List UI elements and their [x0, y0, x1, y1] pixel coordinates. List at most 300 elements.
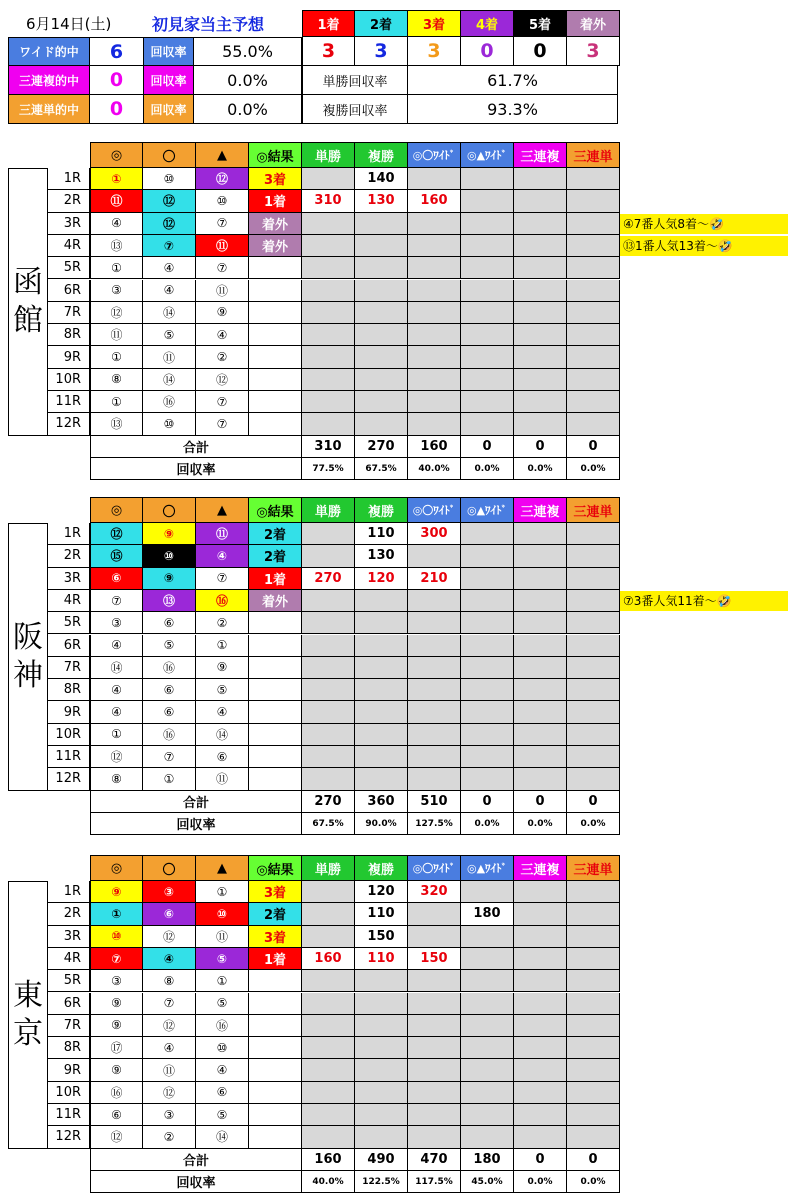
race-number: 2R [48, 545, 90, 567]
pick-1: ⑨ [143, 523, 196, 545]
payout-s3 [514, 590, 567, 612]
payout-w1 [408, 903, 461, 925]
race-result: 2着 [249, 545, 302, 567]
rate-value: 67.5% [355, 458, 408, 480]
pick-2: ④ [196, 324, 249, 346]
race-result [249, 369, 302, 391]
payout-w2 [461, 612, 514, 634]
pick-1: ⑥ [143, 679, 196, 701]
race-number: 10R [48, 724, 90, 746]
stat-count-1: 0 [90, 66, 144, 95]
pick-0: ④ [90, 213, 143, 235]
pick-0: ⑭ [90, 657, 143, 679]
payout-s3 [514, 701, 567, 723]
pick-1: ⑦ [143, 746, 196, 768]
race-number: 9R [48, 1059, 90, 1081]
col-header-7: ◎▲ﾜｲﾄﾞ [461, 142, 514, 168]
payout-s1 [567, 701, 620, 723]
payout-t [302, 168, 355, 190]
col-header-2: ▲ [196, 142, 249, 168]
sheet-title: 初見家当主予想 [152, 15, 265, 34]
payout-w2 [461, 1082, 514, 1104]
payout-s3 [514, 568, 567, 590]
payout-w1 [408, 1015, 461, 1037]
payout-w1 [408, 1126, 461, 1148]
pick-1: ⑧ [143, 970, 196, 992]
stat-label-2: 三連単的中 [8, 95, 90, 124]
col-header-9: 三連単 [567, 497, 620, 523]
payout-s3 [514, 302, 567, 324]
total-value: 0 [567, 436, 620, 458]
payout-w2 [461, 635, 514, 657]
venue-label [8, 168, 48, 436]
race-result [249, 701, 302, 723]
pick-0: ⑯ [90, 1082, 143, 1104]
payout-w1 [408, 679, 461, 701]
pick-2: ⑫ [196, 369, 249, 391]
race-result [249, 1126, 302, 1148]
rate-value: 90.0% [355, 813, 408, 835]
fukusho-rate: 93.3% [408, 95, 618, 124]
payout-w2 [461, 545, 514, 567]
race-result [249, 724, 302, 746]
total-value: 0 [461, 791, 514, 813]
pick-2: ④ [196, 701, 249, 723]
payout-s3 [514, 948, 567, 970]
payout-s1 [567, 993, 620, 1015]
payout-f [355, 1104, 408, 1126]
pick-2: ⑦ [196, 568, 249, 590]
pick-0: ④ [90, 635, 143, 657]
payout-w2 [461, 1059, 514, 1081]
col-header-4: 単勝 [302, 142, 355, 168]
payout-f [355, 391, 408, 413]
race-result [249, 768, 302, 790]
race-result [249, 635, 302, 657]
col-header-1: 〇 [143, 855, 196, 881]
payout-s1 [567, 280, 620, 302]
payout-t [302, 1059, 355, 1081]
pick-1: ⑥ [143, 701, 196, 723]
payout-w1 [408, 302, 461, 324]
race-number: 11R [48, 391, 90, 413]
pick-0: ⑥ [90, 1104, 143, 1126]
pick-2: ② [196, 612, 249, 634]
col-header-6: ◎〇ﾜｲﾄﾞ [408, 142, 461, 168]
payout-s1 [567, 523, 620, 545]
place-label-2: 2着 [355, 10, 408, 37]
payout-t [302, 413, 355, 435]
pick-1: ⑯ [143, 391, 196, 413]
race-number: 4R [48, 948, 90, 970]
payout-s3 [514, 280, 567, 302]
place-count-4: 0 [461, 37, 514, 66]
total-value: 0 [514, 436, 567, 458]
stat-count-2: 0 [90, 95, 144, 124]
payout-s3 [514, 213, 567, 235]
stat-rate-label-2: 回収率 [144, 95, 194, 124]
payout-t [302, 657, 355, 679]
payout-w1 [408, 701, 461, 723]
col-header-5: 複勝 [355, 855, 408, 881]
venue-char: 館 [13, 302, 43, 338]
total-value: 360 [355, 791, 408, 813]
payout-w1 [408, 657, 461, 679]
pick-0: ⑧ [90, 369, 143, 391]
payout-t [302, 635, 355, 657]
pick-1: ⑩ [143, 545, 196, 567]
race-result [249, 280, 302, 302]
pick-1: ⑥ [143, 903, 196, 925]
payout-s1 [567, 926, 620, 948]
payout-t [302, 346, 355, 368]
payout-w1 [408, 1059, 461, 1081]
payout-t [302, 926, 355, 948]
payout-w2 [461, 168, 514, 190]
pick-1: ③ [143, 881, 196, 903]
payout-s3 [514, 746, 567, 768]
payout-t [302, 523, 355, 545]
pick-0: ⑰ [90, 1037, 143, 1059]
pick-2: ⑯ [196, 1015, 249, 1037]
payout-w1 [408, 635, 461, 657]
payout-s1 [567, 545, 620, 567]
pick-1: ⑩ [143, 168, 196, 190]
pick-1: ⑫ [143, 1082, 196, 1104]
payout-w2 [461, 679, 514, 701]
payout-f: 110 [355, 948, 408, 970]
rate-value: 0.0% [514, 1171, 567, 1193]
race-result [249, 257, 302, 279]
venue-char: 京 [13, 1015, 43, 1051]
total-value: 470 [408, 1149, 461, 1171]
payout-w2 [461, 280, 514, 302]
payout-s3 [514, 657, 567, 679]
payout-w1 [408, 746, 461, 768]
rate-value: 117.5% [408, 1171, 461, 1193]
venue-label [8, 881, 48, 1149]
payout-w2 [461, 1015, 514, 1037]
total-label: 合計 [90, 1149, 302, 1171]
place-count-2: 3 [355, 37, 408, 66]
pick-1: ⑦ [143, 993, 196, 1015]
payout-w2 [461, 1104, 514, 1126]
total-value: 0 [461, 436, 514, 458]
payout-w1 [408, 168, 461, 190]
race-number: 4R [48, 590, 90, 612]
payout-f [355, 1082, 408, 1104]
pick-2: ⑩ [196, 1037, 249, 1059]
payout-s1 [567, 190, 620, 212]
payout-s3 [514, 257, 567, 279]
payout-t: 160 [302, 948, 355, 970]
payout-f [355, 679, 408, 701]
race-number: 1R [48, 168, 90, 190]
race-number: 4R [48, 235, 90, 257]
rate-value: 0.0% [567, 1171, 620, 1193]
pick-2: ④ [196, 545, 249, 567]
payout-s1 [567, 679, 620, 701]
payout-s1 [567, 568, 620, 590]
fukusho-rate-label: 複勝回収率 [302, 95, 408, 124]
payout-s3 [514, 612, 567, 634]
payout-w2: 180 [461, 903, 514, 925]
place-count-1: 3 [302, 37, 355, 66]
race-result: 3着 [249, 168, 302, 190]
race-result [249, 1059, 302, 1081]
pick-2: ① [196, 635, 249, 657]
pick-2: ④ [196, 1059, 249, 1081]
col-header-9: 三連単 [567, 142, 620, 168]
payout-w1 [408, 1082, 461, 1104]
venue-char: 函 [13, 264, 43, 300]
pick-2: ⑫ [196, 168, 249, 190]
payout-s3 [514, 346, 567, 368]
payout-f [355, 612, 408, 634]
col-header-2: ▲ [196, 855, 249, 881]
total-value: 510 [408, 791, 461, 813]
place-label-4: 4着 [461, 10, 514, 37]
pick-1: ⑭ [143, 369, 196, 391]
race-number: 11R [48, 1104, 90, 1126]
pick-1: ③ [143, 1104, 196, 1126]
payout-f [355, 302, 408, 324]
payout-s3 [514, 413, 567, 435]
race-result: 2着 [249, 523, 302, 545]
rate-label: 回収率 [90, 813, 302, 835]
pick-0: ⑦ [90, 948, 143, 970]
pick-0: ⑧ [90, 768, 143, 790]
total-value: 0 [567, 1149, 620, 1171]
race-number: 6R [48, 635, 90, 657]
pick-0: ⑨ [90, 1015, 143, 1037]
pick-0: ① [90, 391, 143, 413]
payout-w2 [461, 1037, 514, 1059]
pick-2: ⑥ [196, 746, 249, 768]
pick-1: ④ [143, 257, 196, 279]
race-result: 3着 [249, 881, 302, 903]
race-number: 3R [48, 568, 90, 590]
payout-w1: 320 [408, 881, 461, 903]
pick-2: ⑯ [196, 590, 249, 612]
payout-w2 [461, 724, 514, 746]
payout-t [302, 993, 355, 1015]
pick-2: ⑪ [196, 768, 249, 790]
pick-0: ⑪ [90, 190, 143, 212]
payout-t: 310 [302, 190, 355, 212]
race-number: 3R [48, 213, 90, 235]
payout-s1 [567, 1082, 620, 1104]
payout-w2 [461, 302, 514, 324]
payout-w1 [408, 346, 461, 368]
payout-s3 [514, 1082, 567, 1104]
payout-s3 [514, 545, 567, 567]
payout-t [302, 590, 355, 612]
pick-1: ⑫ [143, 190, 196, 212]
payout-s1 [567, 346, 620, 368]
pick-1: ⑩ [143, 413, 196, 435]
race-result: 着外 [249, 235, 302, 257]
payout-t [302, 302, 355, 324]
pick-0: ① [90, 724, 143, 746]
pick-1: ④ [143, 948, 196, 970]
payout-s1 [567, 657, 620, 679]
payout-s1 [567, 1015, 620, 1037]
pick-0: ① [90, 903, 143, 925]
payout-t [302, 257, 355, 279]
payout-w1: 160 [408, 190, 461, 212]
race-number: 8R [48, 1037, 90, 1059]
col-header-6: ◎〇ﾜｲﾄﾞ [408, 497, 461, 523]
payout-s3 [514, 391, 567, 413]
payout-w1 [408, 590, 461, 612]
payout-t [302, 746, 355, 768]
race-result: 2着 [249, 903, 302, 925]
payout-f: 130 [355, 545, 408, 567]
race-result [249, 993, 302, 1015]
payout-s3 [514, 768, 567, 790]
race-number: 6R [48, 280, 90, 302]
race-result [249, 970, 302, 992]
pick-0: ⑩ [90, 926, 143, 948]
payout-f [355, 768, 408, 790]
payout-w1 [408, 926, 461, 948]
race-number: 5R [48, 612, 90, 634]
payout-t [302, 724, 355, 746]
payout-f [355, 746, 408, 768]
payout-w1 [408, 391, 461, 413]
payout-w2 [461, 590, 514, 612]
total-value: 0 [567, 791, 620, 813]
payout-w1: 300 [408, 523, 461, 545]
payout-s3 [514, 1037, 567, 1059]
pick-2: ⑤ [196, 993, 249, 1015]
pick-1: ⑯ [143, 657, 196, 679]
pick-2: ⑨ [196, 657, 249, 679]
payout-t [302, 970, 355, 992]
pick-2: ① [196, 881, 249, 903]
payout-w2 [461, 413, 514, 435]
payout-w2 [461, 970, 514, 992]
payout-s3 [514, 926, 567, 948]
col-header-9: 三連単 [567, 855, 620, 881]
payout-f [355, 369, 408, 391]
col-header-8: 三連複 [514, 142, 567, 168]
payout-s3 [514, 324, 567, 346]
place-label-6: 着外 [567, 10, 620, 37]
rate-label: 回収率 [90, 458, 302, 480]
pick-0: ⑨ [90, 993, 143, 1015]
col-header-0: ◎ [90, 855, 143, 881]
race-result: 1着 [249, 948, 302, 970]
payout-f [355, 257, 408, 279]
payout-f [355, 635, 408, 657]
payout-s1 [567, 590, 620, 612]
stat-label-0: ワイド的中 [8, 37, 90, 66]
payout-t [302, 1037, 355, 1059]
payout-t [302, 324, 355, 346]
rate-value: 127.5% [408, 813, 461, 835]
date-label: 6月14日(土) [26, 15, 112, 33]
payout-w1 [408, 257, 461, 279]
race-number: 2R [48, 190, 90, 212]
payout-t [302, 280, 355, 302]
stat-count-0: 6 [90, 37, 144, 66]
payout-s3 [514, 235, 567, 257]
payout-w1 [408, 1104, 461, 1126]
payout-t [302, 903, 355, 925]
payout-s3 [514, 369, 567, 391]
col-header-6: ◎〇ﾜｲﾄﾞ [408, 855, 461, 881]
pick-0: ⑫ [90, 746, 143, 768]
pick-1: ⑥ [143, 612, 196, 634]
payout-w1 [408, 545, 461, 567]
race-result [249, 324, 302, 346]
pick-0: ⑫ [90, 302, 143, 324]
payout-s1 [567, 1037, 620, 1059]
payout-s3 [514, 724, 567, 746]
race-number: 5R [48, 970, 90, 992]
pick-1: ⑪ [143, 1059, 196, 1081]
payout-f [355, 346, 408, 368]
pick-2: ⑤ [196, 679, 249, 701]
venue-char: 東 [13, 977, 43, 1013]
pick-2: ⑩ [196, 190, 249, 212]
payout-w2 [461, 1126, 514, 1148]
pick-1: ⑭ [143, 302, 196, 324]
pick-0: ⑨ [90, 881, 143, 903]
payout-w2 [461, 346, 514, 368]
payout-s1 [567, 948, 620, 970]
total-value: 270 [355, 436, 408, 458]
pick-0: ⑥ [90, 568, 143, 590]
payout-w2 [461, 701, 514, 723]
race-number: 1R [48, 523, 90, 545]
payout-s3 [514, 881, 567, 903]
payout-w2 [461, 657, 514, 679]
payout-t [302, 235, 355, 257]
rate-value: 40.0% [302, 1171, 355, 1193]
comment-note: ⑬1番人気13着〜🤣 [620, 236, 788, 256]
race-number: 9R [48, 701, 90, 723]
col-header-1: 〇 [143, 142, 196, 168]
pick-2: ② [196, 346, 249, 368]
pick-0: ① [90, 346, 143, 368]
payout-s1 [567, 635, 620, 657]
payout-w2 [461, 746, 514, 768]
payout-w2 [461, 324, 514, 346]
race-result [249, 679, 302, 701]
col-header-3: ◎結果 [249, 497, 302, 523]
pick-2: ⑤ [196, 1104, 249, 1126]
payout-f [355, 993, 408, 1015]
total-value: 0 [514, 791, 567, 813]
payout-s1 [567, 881, 620, 903]
race-number: 5R [48, 257, 90, 279]
rate-value: 0.0% [461, 458, 514, 480]
race-result [249, 612, 302, 634]
payout-s1 [567, 970, 620, 992]
rate-value: 0.0% [567, 458, 620, 480]
payout-s3 [514, 1059, 567, 1081]
payout-f: 110 [355, 903, 408, 925]
pick-1: ⑤ [143, 635, 196, 657]
payout-t [302, 369, 355, 391]
race-number: 10R [48, 1082, 90, 1104]
payout-w2 [461, 235, 514, 257]
place-label-1: 1着 [302, 10, 355, 37]
payout-w1: 210 [408, 568, 461, 590]
